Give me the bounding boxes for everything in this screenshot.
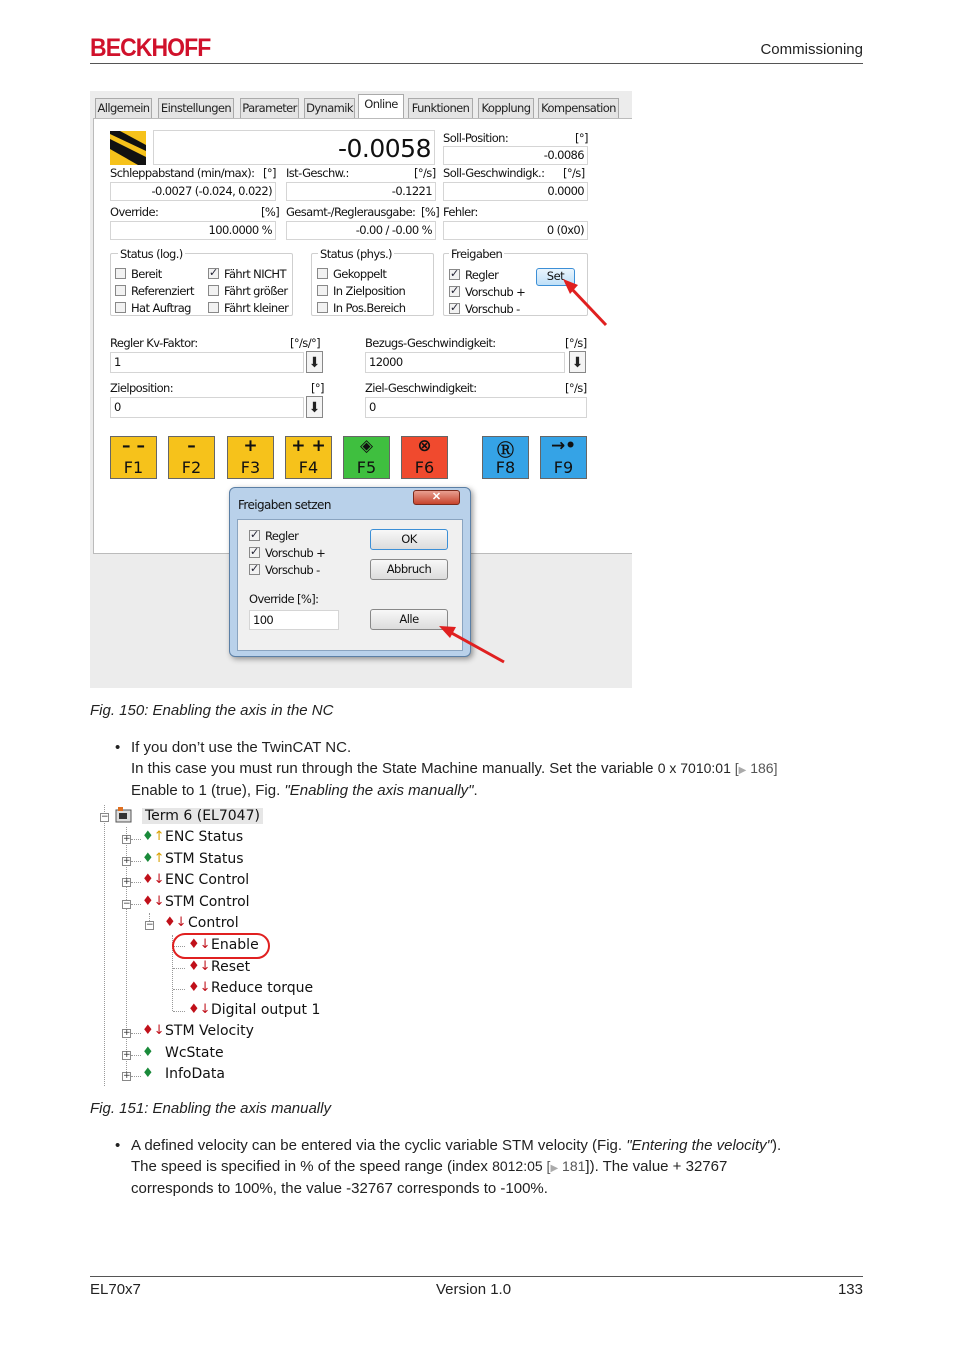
- status-log-title: Status (log.): [120, 247, 183, 261]
- tab-dynamik[interactable]: Dynamik: [304, 98, 355, 118]
- status-group-icon: ♦: [142, 1066, 154, 1081]
- control-collapse-toggle[interactable]: −: [146, 920, 154, 930]
- arrow-to-set-button: [570, 287, 606, 325]
- ist-geschw-label: Ist-Geschw.:: [286, 166, 349, 180]
- enc-status-expand-toggle[interactable]: +: [123, 834, 131, 844]
- actual-position-value: -0.0058: [338, 134, 431, 163]
- soll-geschw-value: 0.0000: [547, 184, 584, 198]
- bullet-2-line-2-text: The speed is specified in % of the speed range (index: [131, 1158, 493, 1175]
- schleppabstand-label: Schleppabstand (min/max):: [110, 166, 255, 180]
- footer-product: EL70x7: [90, 1281, 141, 1298]
- stm-status-expand-toggle[interactable]: +: [123, 856, 131, 866]
- tree-item-reset[interactable]: Reset: [211, 959, 251, 975]
- fig151-reference[interactable]: "Enabling the axis manually": [284, 782, 474, 799]
- wcstate-expand-toggle[interactable]: +: [123, 1050, 131, 1060]
- tree-item-stm-velocity[interactable]: STM Velocity: [165, 1023, 254, 1039]
- f4-symbol: + +: [291, 436, 326, 456]
- gesamt-value: -0.00 / -0.00 %: [355, 223, 432, 237]
- link-arrow-icon: ▶: [550, 1163, 559, 1174]
- dialog-regler-label: Regler: [265, 529, 299, 543]
- tree-item-wcstate[interactable]: WcState: [165, 1045, 224, 1061]
- dialog-abbruch-button[interactable]: Abbruch: [370, 559, 448, 580]
- tree-left-border: [104, 805, 105, 1086]
- tree-root-term6[interactable]: Term 6 (EL7047): [142, 808, 263, 824]
- faehrt-nicht-label: Fährt NICHT: [224, 267, 286, 281]
- zielposition-label: Zielposition:: [110, 381, 173, 395]
- input-group-icon: ♦↑: [142, 829, 165, 844]
- nc-axis-online-screenshot: [90, 91, 632, 688]
- tree-item-enc-status[interactable]: ENC Status: [165, 829, 244, 845]
- bullet-1-line-3-end: .: [473, 782, 478, 799]
- enc-control-expand-toggle[interactable]: +: [123, 877, 131, 887]
- footer-version: Version 1.0: [436, 1281, 512, 1298]
- dialog-override-value: 100: [253, 613, 274, 627]
- bezugs-geschw-label: Bezugs-Geschwindigkeit:: [365, 336, 496, 350]
- bezugs-geschw-download-icon[interactable]: ⬇: [569, 351, 586, 373]
- referenziert-label: Referenziert: [131, 284, 194, 298]
- output-variable-icon: ♦↓: [188, 980, 211, 995]
- arrow-to-alle-button: [448, 631, 504, 662]
- index-link[interactable]: 8012:05: [492, 1158, 543, 1174]
- variable-link[interactable]: 0 x 7010:01: [657, 760, 731, 776]
- dialog-vorschub-plus-label: Vorschub +: [265, 546, 326, 560]
- bullet-2-text: [131, 1136, 851, 1199]
- bullet-2-line-1-end: ).: [771, 1137, 782, 1154]
- soll-position-unit: [°]: [575, 131, 588, 145]
- output-group-icon: ♦↓: [142, 872, 165, 887]
- gesamt-label: Gesamt-/Reglerausgabe:: [286, 205, 416, 219]
- ref-page-186[interactable]: 186: [750, 760, 774, 776]
- ist-geschw-unit: [°/s]: [414, 166, 436, 180]
- tab-parameter[interactable]: Parameter: [240, 98, 299, 118]
- f9-label: F9: [553, 458, 574, 477]
- f5-label: F5: [356, 458, 377, 477]
- soll-position-label: Soll-Position:: [443, 131, 509, 145]
- tab-einstellungen[interactable]: Einstellungen: [158, 98, 234, 118]
- footer-page-number: 133: [837, 1281, 863, 1298]
- freigabe-vorschub-plus-label: Vorschub +: [465, 285, 526, 299]
- tree-branch: [173, 1011, 185, 1012]
- input-group-icon: ♦↑: [142, 851, 165, 866]
- f6-symbol: ⊗: [417, 436, 432, 456]
- fig150-caption: Fig. 150: Enabling the axis in the NC: [90, 702, 334, 719]
- tab-allgemein[interactable]: Allgemein: [95, 98, 152, 118]
- soll-geschw-label: Soll-Geschwindigk.:: [443, 166, 545, 180]
- fehler-value: 0 (0x0): [546, 223, 584, 237]
- f6-label: F6: [414, 458, 435, 477]
- bullet-2-line-1-text: A defined velocity can be entered via the cyclic variable STM velocity (Fig.: [131, 1137, 627, 1154]
- regler-kv-download-icon[interactable]: ⬇: [306, 351, 323, 373]
- enable-highlight-ring: [172, 933, 270, 959]
- set-button[interactable]: Set: [536, 268, 575, 286]
- tree-branch: [131, 904, 141, 905]
- zielposition-unit: [°]: [311, 381, 324, 395]
- soll-position-value: -0.0086: [543, 148, 584, 162]
- tree-item-stm-status[interactable]: STM Status: [165, 851, 244, 867]
- output-group-icon: ♦↓: [142, 894, 165, 909]
- output-variable-icon: ♦↓: [164, 915, 187, 930]
- tree-branch: [173, 989, 185, 990]
- faehrt-groesser-label: Fährt größer: [224, 284, 288, 298]
- bullet-2-line-3: corresponds to 100%, the value -32767 corresponds to -100%.: [131, 1180, 548, 1197]
- io-tree: [100, 805, 330, 1090]
- dialog-close-icon[interactable]: ✕: [413, 490, 460, 505]
- in-pos-bereich-label: In Pos.Bereich: [333, 301, 406, 315]
- f3-label: F3: [240, 458, 261, 477]
- bullet-1-text: [131, 738, 851, 801]
- freigabe-regler-label: Regler: [465, 268, 499, 282]
- tree-branch: [131, 882, 141, 883]
- tab-kopplung[interactable]: Kopplung: [478, 98, 534, 118]
- freigabe-vorschub-minus-label: Vorschub -: [465, 302, 520, 316]
- bullet-2-line-1: [131, 1136, 851, 1156]
- dialog-alle-button[interactable]: Alle: [370, 609, 448, 630]
- tree-item-control[interactable]: Control: [188, 915, 239, 931]
- bullet-1-line-3: [131, 781, 851, 801]
- override-label: Override:: [110, 205, 159, 219]
- ziel-geschw-unit: [°/s]: [565, 381, 587, 395]
- bullet-2-line-2-end: ]). The value + 32767: [585, 1158, 728, 1175]
- output-variable-icon: ♦↓: [188, 937, 211, 952]
- freigaben-title: Freigaben: [451, 247, 503, 261]
- bullet-marker-1: •: [115, 739, 121, 756]
- ref-page-181[interactable]: 181: [562, 1158, 586, 1174]
- velocity-fig-reference[interactable]: "Entering the velocity": [626, 1137, 772, 1154]
- tree-branch: [173, 968, 185, 969]
- brand-logo: BECKHOFF: [90, 34, 211, 62]
- tree-item-enc-control[interactable]: ENC Control: [165, 872, 250, 888]
- soll-geschw-unit: [°/s]: [563, 166, 585, 180]
- f9-symbol: →•: [550, 436, 577, 456]
- fehler-label: Fehler:: [443, 205, 478, 219]
- annotation-arrows: [90, 91, 632, 688]
- tree-item-infodata[interactable]: InfoData: [165, 1066, 225, 1082]
- override-unit: [%]: [261, 205, 280, 219]
- status-phys-title: Status (phys.): [320, 247, 392, 261]
- gekoppelt-label: Gekoppelt: [333, 267, 387, 281]
- f5-symbol: ◈: [359, 436, 374, 456]
- tree-item-stm-control[interactable]: STM Control: [165, 894, 250, 910]
- tree-item-enable[interactable]: Enable: [211, 937, 259, 953]
- f8-label: F8: [495, 458, 516, 477]
- status-group-icon: ♦: [142, 1045, 154, 1060]
- link-arrow-icon: ▶: [738, 765, 747, 776]
- tree-branch: [131, 839, 141, 840]
- dialog-ok-button[interactable]: OK: [370, 529, 448, 550]
- tree-branch: [131, 861, 141, 862]
- stm-velocity-expand-toggle[interactable]: +: [123, 1028, 131, 1038]
- bullet-1-line-1: If you don’t use the TwinCAT NC.: [131, 739, 352, 756]
- tree-item-digital-output-1[interactable]: Digital output 1: [211, 1002, 321, 1018]
- fig151-caption: Fig. 151: Enabling the axis manually: [90, 1100, 331, 1117]
- section-title: Commissioning: [760, 41, 863, 58]
- bullet-marker-2: •: [115, 1137, 121, 1154]
- regler-kv-label: Regler Kv-Faktor:: [110, 336, 198, 350]
- f2-symbol: –: [187, 436, 196, 456]
- f8-symbol: Ⓡ: [497, 441, 514, 461]
- tree-branch: [131, 1076, 141, 1077]
- output-variable-icon: ♦↓: [188, 1002, 211, 1017]
- f4-label: F4: [298, 458, 319, 477]
- override-value: 100.0000 %: [208, 223, 272, 237]
- root-collapse-toggle[interactable]: −: [101, 812, 109, 822]
- infodata-expand-toggle[interactable]: +: [123, 1071, 131, 1081]
- f1-symbol: – –: [122, 436, 145, 456]
- tab-funktionen[interactable]: Funktionen: [408, 98, 473, 118]
- gesamt-unit: [%]: [421, 205, 440, 219]
- terminal-icon: [115, 807, 135, 822]
- in-zielposition-label: In Zielposition: [333, 284, 406, 298]
- zielposition-download-icon[interactable]: ⬇: [306, 396, 323, 418]
- hat-auftrag-label: Hat Auftrag: [131, 301, 191, 315]
- schleppabstand-unit: [°]: [263, 166, 276, 180]
- dialog-title: Freigaben setzen: [238, 498, 331, 512]
- regler-kv-unit: [°/s/°]: [290, 336, 321, 350]
- ziel-geschw-value: 0: [369, 400, 376, 414]
- output-group-icon: ♦↓: [142, 1023, 165, 1038]
- bezugs-geschw-value: 12000: [369, 355, 403, 369]
- f2-label: F2: [181, 458, 202, 477]
- dialog-override-label: Override [%]:: [249, 592, 319, 606]
- ist-geschw-value: -0.1221: [391, 184, 432, 198]
- bullet-1-line-3-text: Enable to 1 (true), Fig.: [131, 782, 285, 799]
- output-variable-icon: ♦↓: [188, 959, 211, 974]
- tree-branch: [131, 1055, 141, 1056]
- f3-symbol: +: [243, 436, 258, 456]
- ziel-geschw-label: Ziel-Geschwindigkeit:: [365, 381, 477, 395]
- bereit-label: Bereit: [131, 267, 162, 281]
- zielposition-value: 0: [114, 400, 121, 414]
- header-rule: [90, 63, 863, 64]
- footer-rule: [90, 1276, 863, 1277]
- stm-control-collapse-toggle[interactable]: −: [123, 899, 131, 909]
- bullet-2-line-2: The speed is specified in % of the speed range (index 8012:05 [▶ 181]). The value + 32767: [131, 1158, 728, 1175]
- arrow-to-alle-head: [439, 626, 456, 638]
- regler-kv-value: 1: [114, 355, 121, 369]
- tree-item-reduce-torque[interactable]: Reduce torque: [211, 980, 314, 996]
- faehrt-kleiner-label: Fährt kleiner: [224, 301, 289, 315]
- tab-kompensation[interactable]: Kompensation: [538, 98, 619, 118]
- bezugs-geschw-unit: [°/s]: [565, 336, 587, 350]
- tab-online[interactable]: Online: [358, 94, 404, 119]
- tree-branch: [131, 1033, 141, 1034]
- schleppabstand-value: -0.0027 (-0.024, 0.022): [151, 184, 272, 198]
- bullet-1-line-2-text: In this case you must run through the State Machine manually. Set the variable: [131, 760, 658, 777]
- bullet-1-line-2: In this case you must run through the State Machine manually. Set the variable 0 x 7010:01 [▶ 186]: [131, 760, 778, 777]
- dialog-vorschub-minus-label: Vorschub -: [265, 563, 320, 577]
- f1-label: F1: [123, 458, 144, 477]
